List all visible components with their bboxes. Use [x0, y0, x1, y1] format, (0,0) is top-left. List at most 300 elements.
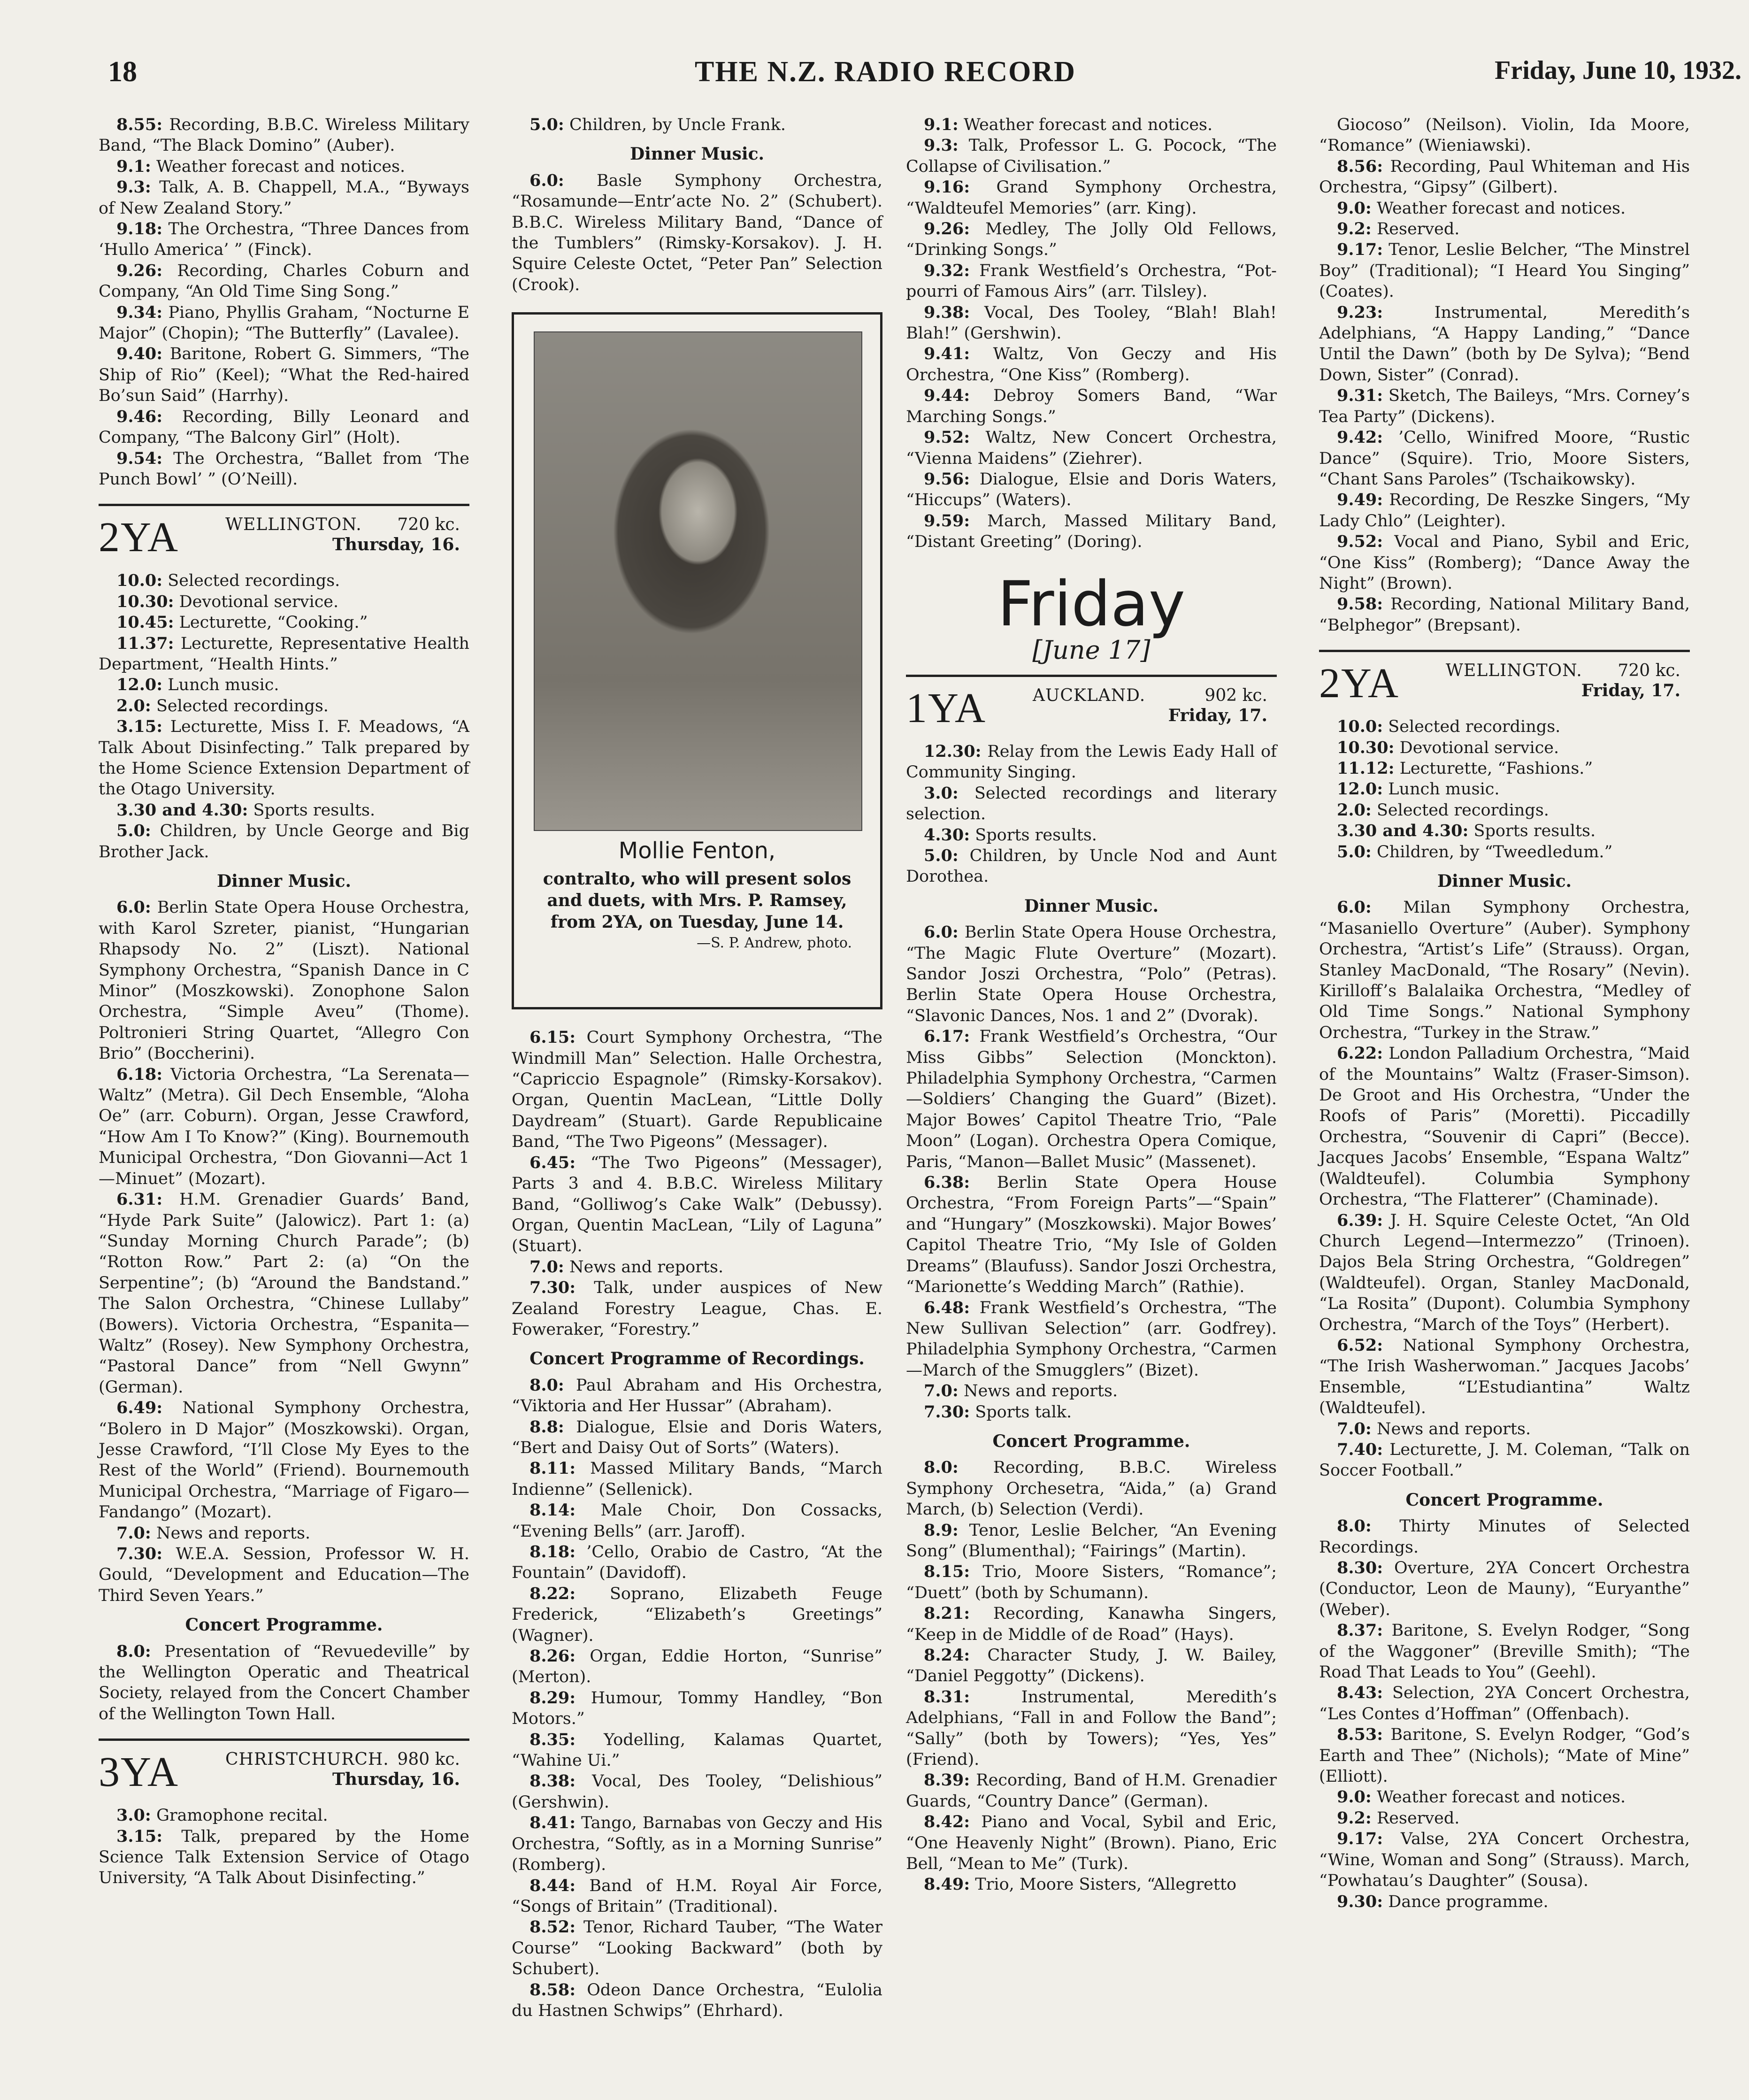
programme-time: 8.0:	[529, 1375, 564, 1395]
programme-text: Organ, Eddie Horton, “Sunrise” (Merton).	[512, 1647, 882, 1687]
programme-time: 9.17:	[1337, 240, 1383, 260]
programme-time: 7.0:	[529, 1257, 564, 1277]
programme-text: Tenor, Leslie Belcher, “The Minstrel Boy” (Traditional); “I Heard You Singing” (Coates).	[1319, 240, 1690, 301]
programme-time: 10.0:	[1337, 717, 1383, 737]
day-title: Friday	[997, 568, 1186, 640]
day-date: [June 17]	[1032, 635, 1151, 665]
caption-name: Mollie Fenton,	[618, 838, 776, 864]
programme-text: March, Massed Military Band, “Distant Greeting” (Doring).	[906, 511, 1277, 552]
column-3	[906, 115, 1277, 1895]
programme-time: 5.0:	[924, 846, 959, 865]
programme-list	[1319, 1516, 1690, 1912]
programme-time: 9.54:	[116, 448, 163, 468]
programme-text: Recording, Billy Leonard and Company, “The Balcony Girl” (Holt).	[99, 407, 469, 447]
programme-text: Devotional service.	[1394, 738, 1559, 757]
programme-text: Recording, B.B.C. Wireless Military Band, “The Black Domino” (Auber).	[99, 115, 469, 155]
programme-time: 9.16:	[924, 177, 970, 197]
programme-text: Talk, prepared by the Home Science Talk Extension Service of Otago University, “A Talk About Disinfecting.”	[99, 1827, 469, 1888]
programme-item	[99, 448, 469, 490]
station-code: 1YA	[906, 685, 987, 731]
programme-time: 3.15:	[116, 1826, 163, 1846]
programme-time: 6.45:	[529, 1153, 576, 1172]
programme-item	[1319, 1210, 1690, 1335]
programme-time: 9.32:	[924, 261, 970, 280]
programme-item	[1319, 1808, 1690, 1829]
programme-time: 7.30:	[116, 1544, 163, 1563]
programme-item	[512, 1980, 882, 2022]
programme-text: Lunch music.	[162, 676, 279, 695]
programme-time: 9.42:	[1337, 428, 1383, 447]
programme-text: Gramophone recital.	[151, 1806, 328, 1825]
column-4	[1319, 115, 1690, 1912]
programme-item	[512, 1417, 882, 1459]
programme-time: 4.30:	[924, 825, 970, 845]
programme-time: 3.15:	[116, 717, 163, 737]
programme-list	[1319, 716, 1690, 862]
programme-text: Victoria Orchestra, “La Serenata—Waltz” (Metra). Gil Dech Ensemble, “Aloha Oe” (arr. Coburn). Organ, Jesse Crawford, “How Am I To Know?” (King). Bournemouth Municipal Orchestra, “Don Giovanni—Act 1—Minuet” (Mozart).	[99, 1065, 469, 1188]
programme-text: Talk, under auspices of New Zealand Forestry League, Chas. E. Foweraker, “Forestry.”	[512, 1278, 882, 1339]
programme-item	[1319, 800, 1690, 821]
programme-text: Lecturette, “Cooking.”	[174, 613, 368, 632]
programme-item	[99, 344, 469, 406]
programme-item	[512, 1646, 882, 1688]
programme-item	[512, 1458, 882, 1500]
programme-item	[99, 1805, 469, 1826]
programme-text: Piano and Vocal, Sybil and Eric, “One Heavenly Night” (Brown). Piano, Eric Bell, “Mean to Me” (Turk).	[906, 1813, 1277, 1874]
programme-time: 7.30:	[529, 1278, 576, 1298]
programme-item	[99, 696, 469, 716]
programme-item	[906, 783, 1277, 825]
programme-list	[512, 170, 882, 295]
programme-text: Yodelling, Kalamas Quartet, “Wahine Ui.”	[512, 1730, 882, 1770]
publication-title: THE N.Z. RADIO RECORD	[695, 56, 1076, 88]
programme-time: 3.0:	[116, 1806, 151, 1825]
programme-time: 8.43:	[1337, 1683, 1383, 1703]
programme-item	[512, 1375, 882, 1417]
programme-time: 9.52:	[924, 428, 970, 447]
day-banner	[906, 568, 1277, 665]
programme-text: Soprano, Elizabeth Feuge Frederick, “Elizabeth’s Greetings” (Wagner).	[512, 1584, 882, 1645]
programme-time: 9.2:	[1337, 219, 1372, 239]
programme-text: News and reports.	[151, 1523, 311, 1543]
programme-text: Selected recordings.	[151, 696, 329, 715]
programme-text: Instrumental, Meredith’s Adelphians, “A Happy Landing,” “Dance Until the Dawn” (both by De Sylva); “Bend Down, Sister” (Conrad).	[1319, 303, 1690, 385]
programme-item	[906, 846, 1277, 887]
station-day: Friday, 17.	[1168, 705, 1267, 725]
programme-item	[99, 261, 469, 302]
programme-text: Tenor, Richard Tauber, “The Water Course” “Looking Backward” (both by Schubert).	[512, 1918, 882, 1979]
programme-time: 8.58:	[529, 1980, 576, 2000]
programme-text: Overture, 2YA Concert Orchestra (Conductor, Leon de Mauny), “Euryanthe” (Weber).	[1319, 1559, 1690, 1619]
programme-time: 8.52:	[529, 1917, 576, 1937]
programme-time: 6.31:	[116, 1190, 163, 1209]
programme-item	[99, 302, 469, 344]
programme-item	[906, 1381, 1277, 1401]
programme-text: Massed Military Bands, “March Indienne” (Sellenick).	[512, 1459, 882, 1499]
programme-time: 9.49:	[1337, 490, 1383, 510]
programme-text: ’Cello, Orabio de Castro, “At the Fountain” (Davidoff).	[512, 1543, 882, 1583]
programme-text: Court Symphony Orchestra, “The Windmill Man” Selection. Halle Orchestra, “Capriccio Espagnole” (Rimsky-Korsakov). Organ, Quentin MacLean, “Little Dolly Daydream” (Stuart). Garde Republicaine Band, “The Two Pigeons” (Messager).	[512, 1028, 882, 1152]
programme-item	[99, 1523, 469, 1544]
programme-text: Weather forecast and notices.	[1371, 199, 1626, 218]
programme-time: 6.18:	[116, 1064, 163, 1084]
programme-text: Baritone, Robert G. Simmers, “The Ship of Rio” (Keel); “What the Red-haired Bo’sun Said” (Harrhy).	[99, 345, 469, 406]
programme-time: 9.59:	[924, 511, 970, 531]
programme-item	[99, 897, 469, 1064]
programme-time: 11.12:	[1337, 758, 1395, 778]
programme-item	[99, 1189, 469, 1398]
programme-text: Lecturette, Miss I. F. Meadows, “A Talk About Disinfecting.” Talk prepared by the Home Science Extension Department of the Otago University.	[99, 717, 469, 799]
programme-text: Instrumental, Meredith’s Adelphians, “Fall in and Follow the Band”; “Sally” (both by Towers); “Yes, Yes” (Friend).	[906, 1687, 1277, 1769]
programme-time: 8.0:	[1337, 1516, 1372, 1536]
programme-time: 8.38:	[529, 1771, 576, 1791]
station-code: 3YA	[99, 1749, 179, 1796]
programme-text: Vocal, Des Tooley, “Blah! Blah! Blah!” (Gershwin).	[906, 303, 1277, 343]
programme-item	[99, 821, 469, 862]
programme-text: Giocoso” (Neilson). Violin, Ida Moore, “Romance” (Wieniawski).	[1319, 115, 1690, 155]
programme-text: Relay from the Lewis Eady Hall of Community Singing.	[906, 742, 1277, 782]
programme-item	[906, 1298, 1277, 1381]
programme-item	[1319, 1043, 1690, 1210]
programme-time: 8.42:	[924, 1812, 970, 1832]
programme-item	[1319, 427, 1690, 490]
programme-item	[906, 1603, 1277, 1645]
programme-item	[906, 302, 1277, 344]
programme-time: 8.0:	[924, 1458, 959, 1477]
programme-time: 9.41:	[924, 344, 970, 364]
programme-text: Frank Westfield’s Orchestra, “Pot-pourri of Famous Airs” (arr. Tilsley).	[906, 261, 1277, 301]
programme-time: 9.40:	[116, 344, 163, 364]
programme-text: Selected recordings and literary selection.	[906, 784, 1277, 824]
programme-time: 8.31:	[924, 1687, 970, 1707]
programme-item	[99, 716, 469, 800]
programme-text: Valse, 2YA Concert Orchestra, “Wine, Woman and Song” (Strauss). March, “Powhatau’s Daughter” (Sousa).	[1319, 1830, 1690, 1891]
programme-time: 9.17:	[1337, 1829, 1383, 1849]
programme-time: 7.0:	[1337, 1419, 1372, 1438]
programme-text: Basle Symphony Orchestra, “Rosamunde—Entr’acte No. 2” (Schubert). B.B.C. Wireless Military Band, “Dance of the Tumblers” (Rimsky-Korsakov). J. H. Squire Celeste Octet, “Peter Pan” Selection (Crook).	[512, 171, 882, 294]
programme-time: 9.3:	[116, 177, 151, 197]
programme-time: 3.0:	[924, 783, 959, 803]
programme-text: Devotional service.	[174, 592, 339, 611]
programme-item	[1319, 1724, 1690, 1787]
column-1	[99, 115, 469, 1889]
programme-text: Sports results.	[248, 800, 376, 820]
programme-item	[1319, 594, 1690, 636]
programme-text: Reserved.	[1371, 220, 1460, 239]
programme-list	[99, 115, 469, 490]
programme-item	[1319, 239, 1690, 302]
programme-text: Sports results.	[970, 825, 1097, 845]
programme-time: 6.39:	[1337, 1210, 1383, 1230]
programme-item	[512, 1500, 882, 1542]
section-heading: Dinner Music.	[1437, 871, 1572, 891]
programme-time: 9.0:	[1337, 198, 1372, 218]
programme-item	[906, 344, 1277, 385]
photo-caption	[514, 840, 880, 954]
programme-time: 8.26:	[529, 1646, 576, 1666]
programme-time: 2.0:	[116, 696, 151, 715]
programme-time: 9.46:	[116, 407, 163, 426]
programme-item	[512, 1813, 882, 1875]
programme-time: 9.31:	[1337, 386, 1383, 406]
programme-time: 6.38:	[924, 1173, 970, 1192]
programme-item	[1319, 1787, 1690, 1808]
programme-item	[906, 1172, 1277, 1297]
programme-item	[99, 800, 469, 821]
programme-item	[1319, 842, 1690, 862]
programme-list	[512, 115, 882, 135]
station-frequency: 720 kc.	[397, 515, 460, 535]
programme-time: 9.1:	[116, 156, 151, 176]
programme-text: Recording, Paul Whiteman and His Orchestra, “Gipsy” (Gilbert).	[1319, 157, 1690, 197]
programme-text: Debroy Somers Band, “War Marching Songs.”	[906, 386, 1277, 426]
programme-item	[1319, 115, 1690, 156]
programme-text: Milan Symphony Orchestra, “Masaniello Overture” (Auber). Symphony Orchestra, “Artist’s Life” (Strauss). Organ, Stanley MacDonald, “The Rosary” (Nevin). Kirilloff’s Balalaika Orchestra, “Medley of Old Time Songs.” National Symphony Orchestra, “Turkey in the Straw.”	[1319, 898, 1690, 1042]
programme-text: Trio, Moore Sisters, “Romance”; “Duett” (both by Schumann).	[906, 1562, 1277, 1602]
programme-list	[99, 570, 469, 862]
section-heading: Dinner Music.	[629, 144, 765, 164]
programme-list	[906, 922, 1277, 1423]
programme-item	[906, 1687, 1277, 1770]
programme-time: 7.0:	[116, 1523, 151, 1543]
programme-time: 9.0:	[1337, 1787, 1372, 1807]
programme-time: 8.9:	[924, 1520, 959, 1540]
station-city: WELLINGTON.	[225, 515, 362, 535]
section-heading: Concert Programme.	[992, 1431, 1190, 1451]
station-day: Friday, 17.	[1581, 681, 1680, 701]
programme-item	[906, 741, 1277, 783]
programme-text: Vocal and Piano, Sybil and Eric, “One Kiss” (Romberg); “Dance Away the Night” (Brown).	[1319, 532, 1690, 593]
programme-text: News and reports.	[564, 1257, 724, 1277]
programme-text: Lecturette, “Fashions.”	[1394, 759, 1593, 778]
programme-text: Baritone, S. Evelyn Rodger, “God’s Earth and Thee” (Nichols); “Mate of Mine” (Elliott).	[1319, 1725, 1690, 1786]
programme-text: Weather forecast and notices.	[958, 115, 1213, 134]
programme-time: 8.44:	[529, 1876, 576, 1895]
programme-time: 9.26:	[116, 261, 163, 280]
programme-text: Tango, Barnabas von Geczy and His Orchestra, “Softly, as in a Morning Sunrise” (Romberg).	[512, 1814, 882, 1875]
section-heading: Dinner Music.	[1024, 896, 1159, 916]
programme-time: 9.52:	[1337, 532, 1383, 552]
programme-item	[906, 135, 1277, 177]
programme-time: 6.22:	[1337, 1044, 1383, 1063]
programme-item	[906, 427, 1277, 469]
programme-item	[1319, 738, 1690, 758]
programme-time: 8.37:	[1337, 1621, 1383, 1640]
programme-text: Talk, A. B. Chappell, M.A., “Byways of New Zealand Story.”	[99, 178, 469, 218]
programme-time: 9.18:	[116, 219, 163, 239]
programme-text: Lunch music.	[1383, 780, 1500, 799]
programme-time: 9.2:	[1337, 1808, 1372, 1828]
programme-item	[99, 156, 469, 177]
programme-text: Berlin State Opera House Orchestra, “From Foreign Parts”—“Spain” and “Hungary” (Moszkowski). Major Bowes’ Capitol Theatre Trio, “My Isle of Golden Dreams” (Blaufuss). Sandor Joszi Orchestra, “Marionette’s Wedding March” (Rathie).	[906, 1173, 1277, 1297]
programme-time: 9.56:	[924, 469, 970, 489]
programme-item	[906, 261, 1277, 302]
programme-text: Talk, Professor L. G. Pocock, “The Collapse of Civilisation.”	[906, 136, 1277, 176]
programme-text: ’Cello, Winifred Moore, “Rustic Dance” (Squire). Trio, Moore Sisters, “Chant Sans Paroles” (Tschaikowsky).	[1319, 428, 1690, 489]
programme-text: Waltz, New Concert Orchestra, “Vienna Maidens” (Ziehrer).	[906, 428, 1277, 468]
programme-item	[906, 511, 1277, 553]
programme-item	[99, 675, 469, 695]
programme-item	[1319, 1335, 1690, 1419]
section-heading: Concert Programme.	[185, 1615, 383, 1635]
programme-text: Vocal, Des Tooley, “Delishious” (Gershwin).	[512, 1772, 882, 1812]
programme-time: 8.11:	[529, 1459, 576, 1478]
programme-item	[99, 633, 469, 675]
programme-time: 7.0:	[924, 1381, 959, 1401]
programme-time: 8.39:	[924, 1770, 970, 1790]
programme-item	[1319, 897, 1690, 1043]
issue-date: Friday, June 10, 1932.	[1495, 56, 1741, 85]
programme-text: Children, by “Tweedledum.”	[1371, 842, 1613, 862]
programme-time: 6.0:	[1337, 898, 1372, 917]
programme-time: 11.37:	[116, 633, 174, 653]
programme-item	[512, 1876, 882, 1917]
programme-time: 8.21:	[924, 1604, 970, 1623]
programme-item	[1319, 198, 1690, 219]
programme-text: Children, by Uncle Nod and Aunt Dorothea.	[906, 846, 1277, 886]
programme-list	[99, 1641, 469, 1725]
programme-text: Weather forecast and notices.	[151, 157, 406, 176]
station-header-1ya-friday	[906, 675, 1277, 731]
programme-time: 8.49:	[924, 1875, 970, 1894]
station-header-3ya-thursday	[99, 1738, 469, 1795]
programme-time: 10.0:	[116, 571, 163, 591]
programme-time: 8.0:	[116, 1641, 151, 1661]
programme-item	[99, 1064, 469, 1189]
programme-time: 5.0:	[1337, 842, 1372, 862]
programme-text: London Palladium Orchestra, “Maid of the Mountains” Waltz (Fraser-Simson). De Groot and His Orchestra, “Under the Roofs of Paris” (Moretti). Piccadilly Orchestra, “Souvenir di Capri” (Becce). Jacques Jacobs’ Ensemble, “Espana Waltz” (Waldteufel). Columbia Symphony Orchestra, “The Flatterer” (Chaminade).	[1319, 1044, 1690, 1209]
programme-text: Recording, Band of H.M. Grenadier Guards, “Country Dance” (German).	[906, 1771, 1277, 1811]
programme-time: 6.0:	[529, 170, 564, 190]
station-city: AUCKLAND.	[1033, 685, 1146, 705]
programme-text: The Orchestra, “Three Dances from ‘Hullo America’ ” (Finck).	[99, 220, 469, 260]
programme-text: Humour, Tommy Handley, “Bon Motors.”	[512, 1688, 882, 1729]
programme-text: Frank Westfield’s Orchestra, “The New Sullivan Selection” (arr. Godfrey). Philadelphia Symphony Orchestra, “Carmen—March of the Smugglers” (Bizet).	[906, 1298, 1277, 1380]
programme-time: 6.52:	[1337, 1335, 1383, 1355]
programme-text: Recording, Kanawha Singers, “Keep in de Middle of de Road” (Hays).	[906, 1604, 1277, 1644]
programme-item	[99, 219, 469, 261]
section-heading: Concert Programme.	[1405, 1490, 1603, 1510]
programme-time: 6.15:	[529, 1028, 576, 1047]
programme-text: Medley, The Jolly Old Fellows, “Drinking Songs.”	[906, 220, 1277, 260]
programme-time: 2.0:	[1337, 800, 1372, 820]
programme-text: Frank Westfield’s Orchestra, “Our Miss Gibbs” Selection (Monckton). Philadelphia Symphony Orchestra, “Carmen—Soldiers’ Changing the Guard” (Bizet). Major Bowes’ Capitol Theatre Trio, “Pale Moon” (Logan). Orchestra Opera Comique, Paris, “Manon—Ballet Music” (Massenet).	[906, 1027, 1277, 1171]
programme-list	[99, 897, 469, 1606]
programme-text: H.M. Grenadier Guards’ Band, “Hyde Park Suite” (Jalowicz). Part 1: (a) “Sunday Morning Church Parade”; (b) “Rotton Row.” Part 2: (a) “On the Serpentine”; (b) “Around the Bandstand.” The Salon Orchestra, “Chinese Lullaby” (Bowers). Victoria Orchestra, “Espanita—Waltz” (Rosey). New Symphony Orchestra, “Pastoral Dance” from “Nell Gwynn” (German).	[99, 1190, 469, 1397]
programme-text: Selected recordings.	[162, 571, 340, 591]
programme-time: 6.0:	[924, 923, 959, 942]
programme-item	[906, 219, 1277, 261]
station-header-2ya-thursday	[99, 504, 469, 560]
programme-item	[512, 1584, 882, 1646]
programme-time: 12.0:	[1337, 779, 1383, 799]
station-header-2ya-friday	[1319, 650, 1690, 706]
programme-item	[1319, 156, 1690, 198]
programme-item	[99, 1826, 469, 1889]
programme-list	[1319, 897, 1690, 1481]
programme-item	[99, 1398, 469, 1523]
programme-time: 10.45:	[116, 613, 174, 632]
programme-text: Lecturette, Representative Health Department, “Health Hints.”	[99, 634, 469, 674]
programme-item	[906, 1770, 1277, 1812]
programme-time: 8.56:	[1337, 156, 1383, 176]
programme-text: News and reports.	[958, 1382, 1118, 1401]
programme-time: 10.30:	[116, 592, 174, 611]
programme-time: 9.38:	[924, 302, 970, 322]
programme-text: Berlin State Opera House Orchestra, “The Magic Flute Overture” (Mozart). Sandor Joszi Orchestra, “Polo” (Petras). Berlin State Opera House Orchestra, “Slavonic Dances, Nos. 1 and 2” (Dvorak).	[906, 923, 1277, 1025]
programme-item	[906, 1874, 1277, 1895]
station-frequency: 980 kc.	[397, 1750, 460, 1769]
programme-text: The Orchestra, “Ballet from ‘The Punch Bowl’ ” (O’Neill).	[99, 449, 469, 489]
programme-text: J. H. Squire Celeste Octet, “An Old Church Legend—Intermezzo” (Trinoen). Dajos Bela String Orchestra, “Goldregen” (Waldteufel). Organ, Stanley MacDonald, “La Rosita” (Dupont). Columbia Symphony Orchestra, “March of the Toys” (Herbert).	[1319, 1211, 1690, 1334]
programme-item	[99, 177, 469, 219]
programme-item	[99, 570, 469, 591]
programme-item	[512, 1027, 882, 1152]
programme-item	[99, 612, 469, 633]
programme-time: 10.30:	[1337, 738, 1395, 757]
programme-list	[512, 1027, 882, 1340]
programme-item	[906, 1457, 1277, 1520]
programme-time: 6.48:	[924, 1298, 970, 1317]
programme-text: Piano, Phyllis Graham, “Nocturne E Major” (Chopin); “The Butterfly” (Lavalee).	[99, 303, 469, 343]
programme-time: 8.35:	[529, 1730, 576, 1749]
programme-item	[512, 1688, 882, 1730]
programme-list	[906, 741, 1277, 887]
station-day: Thursday, 16.	[332, 1769, 460, 1790]
programme-time: 8.18:	[529, 1542, 576, 1562]
programme-text: News and reports.	[1371, 1419, 1531, 1438]
programme-time: 8.30:	[1337, 1558, 1383, 1577]
programme-time: 9.1:	[924, 115, 959, 134]
programme-time: 8.53:	[1337, 1725, 1383, 1745]
station-frequency: 720 kc.	[1618, 661, 1680, 681]
programme-item	[1319, 1892, 1690, 1912]
programme-text: Recording, De Reszke Singers, “My Lady Chlo” (Leighter).	[1319, 491, 1690, 531]
programme-item	[906, 825, 1277, 846]
page-header	[108, 55, 1749, 98]
programme-text: Dialogue, Elsie and Doris Waters, “Bert and Daisy Out of Sorts” (Waters).	[512, 1417, 882, 1457]
programme-text: Sports talk.	[970, 1402, 1072, 1422]
programme-time: 9.23:	[1337, 302, 1383, 322]
programme-item	[906, 1402, 1277, 1423]
programme-time: 9.26:	[924, 219, 970, 239]
caption-description: contralto, who will present solos and duets, with Mrs. P. Ramsey, from 2YA, on Tuesday, June 14.	[543, 869, 851, 932]
programme-item	[906, 385, 1277, 427]
programme-item	[906, 469, 1277, 511]
station-city: WELLINGTON.	[1446, 661, 1582, 681]
programme-text: W.E.A. Session, Professor W. H. Gould, “Development and Education—The Third Seven Years.”	[99, 1545, 469, 1605]
programme-text: Selected recordings.	[1383, 717, 1561, 737]
programme-item	[906, 1812, 1277, 1874]
programme-time: 6.17:	[924, 1027, 970, 1046]
column-2	[512, 115, 882, 2021]
programme-item	[99, 1544, 469, 1606]
station-code: 2YA	[99, 514, 179, 561]
programme-text: National Symphony Orchestra, “The Irish Washerwoman.” Jacques Jacobs’ Ensemble, “L’Estudiantina” Waltz (Waldteufel).	[1319, 1336, 1690, 1418]
programme-text: Recording, Charles Coburn and Company, “An Old Time Sing Song.”	[99, 261, 469, 301]
programme-item	[512, 115, 882, 135]
programme-item	[906, 177, 1277, 219]
station-day: Thursday, 16.	[332, 535, 460, 555]
programme-time: 5.0:	[116, 821, 151, 841]
programme-item	[1319, 1419, 1690, 1439]
programme-item	[1319, 1829, 1690, 1891]
programme-item	[906, 1026, 1277, 1172]
programme-item	[1319, 1516, 1690, 1558]
programme-time: 6.0:	[116, 898, 151, 917]
programme-time: 12.30:	[924, 741, 982, 761]
programme-text: Selection, 2YA Concert Orchestra, “Les Contes d’Hoffman” (Offenbach).	[1319, 1684, 1690, 1723]
